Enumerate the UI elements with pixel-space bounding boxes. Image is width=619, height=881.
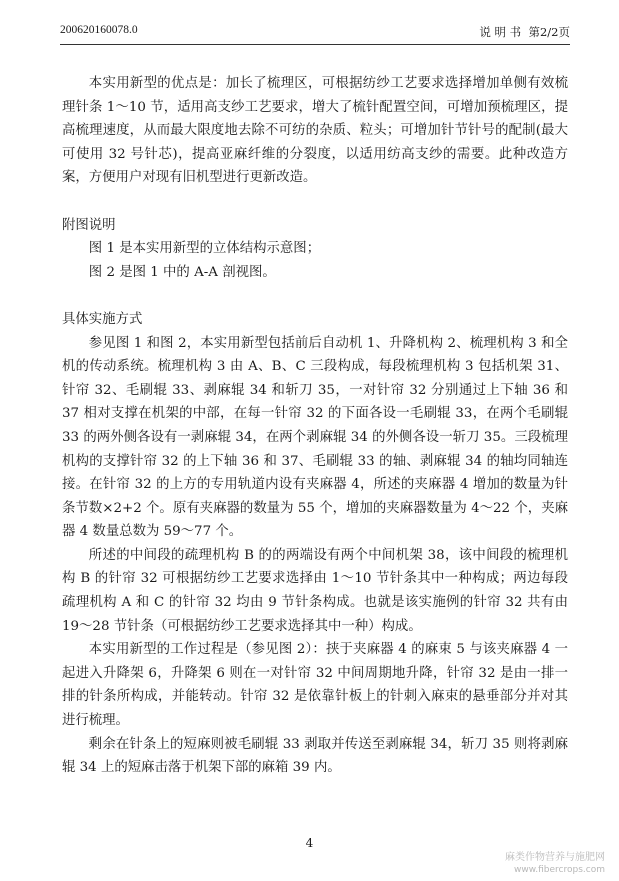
watermark-url: www.fibercrops.com	[514, 865, 605, 875]
watermark-text: 麻类作物营养与施肥网	[505, 852, 605, 863]
page-info: 第2/2页	[528, 25, 570, 39]
document-number: 200620160078.0	[60, 24, 138, 36]
embodiment-paragraph-1: 参见图 1 和图 2，本实用新型包括前后自动机 1、升降机构 2、梳理机构 3 和全机的传动系统。梳理机构 3 由 A、B、C 三段构成，每段梳理机构 3 包括机架 31、针帘 32、毛刷辊 33、剥麻辊 34 和斩刀 35，一对针帘 32 分别通过上下轴 36 和 37 相对支撑在机架的中部，在每一针帘 32 的下面各设一毛刷辊 33，在两个毛刷辊 33 的两外侧各设有一剥麻辊 34，在两个剥麻辊 34 的外侧各设一斩刀 35。三段梳理机构的支撑针帘 32 的上下轴 36 和 37、毛刷辊 33 的轴、剥麻辊 34 的轴均同轴连接。在针帘 32 的上方的专用轨道内设有夹麻器 4，所述的夹麻器 4 增加的数量为针条节数×2+2 个。原有夹麻器的数量为 55 个，增加的夹麻器数量为 4～22 个，夹麻器 4 数量总数为 59～77 个。	[62, 335, 568, 540]
figures-heading: 附图说明	[62, 217, 116, 233]
document-type: 说 明 书	[479, 25, 522, 39]
document-body	[62, 72, 568, 780]
embodiment-paragraph-2: 所述的中间段的疏理机构 B 的的两端设有两个中间机架 38，该中间段的梳理机构 B 的针帘 32 可根据纺纱工艺要求选择由 1～10 节针条其中一种构成；两边每段疏理机构 A 和 C 的针帘 32 均由 9 节针条构成。也就是该实施例的针帘 32 共有由 19～28 节针条（可根据纺纱工艺要求选择其中一种）构成。	[62, 547, 568, 634]
short-fiber-paragraph: 剩余在针条上的短麻则被毛刷辊 33 剥取并传送至剥麻辊 34，斩刀 35 则将剥麻辊 34 上的短麻击落于机架下部的麻箱 39 内。	[62, 736, 568, 776]
working-process-paragraph: 本实用新型的工作过程是（参见图 2）：挟于夹麻器 4 的麻束 5 与该夹麻器 4 一起进入升降架 6，升降架 6 则在一对针帘 32 中间周期地升降，针帘 32 是由一排一排的针条所构成，并能转动。针帘 32 是依靠针板上的针刺入麻束的悬垂部分并对其进行梳理。	[62, 642, 568, 729]
page-number: 4	[305, 836, 314, 850]
advantages-paragraph: 本实用新型的优点是：加长了梳理区，可根据纺纱工艺要求选择增加单侧有效梳理针条 1～10 节，适用高支纱工艺要求，增大了梳针配置空间，可增加预梳理区，提高梳理速度，从而最大限度地去除不可纺的杂质、粒头；可增加针节针号的配制(最大可使用 32 号针芯)，提高亚麻纤维的分裂度，以适用纺高支纱的需要。此种改造方案，方便用户对现有旧机型进行更新改造。	[62, 76, 568, 186]
page-header	[60, 20, 570, 45]
figure-2-caption: 图 2 是图 1 中的 A-A 剖视图。	[88, 264, 276, 280]
figure-1-caption: 图 1 是本实用新型的立体结构示意图；	[88, 241, 321, 257]
embodiment-heading: 具体实施方式	[62, 311, 143, 327]
watermark	[505, 852, 605, 876]
document-type-page	[479, 24, 570, 40]
